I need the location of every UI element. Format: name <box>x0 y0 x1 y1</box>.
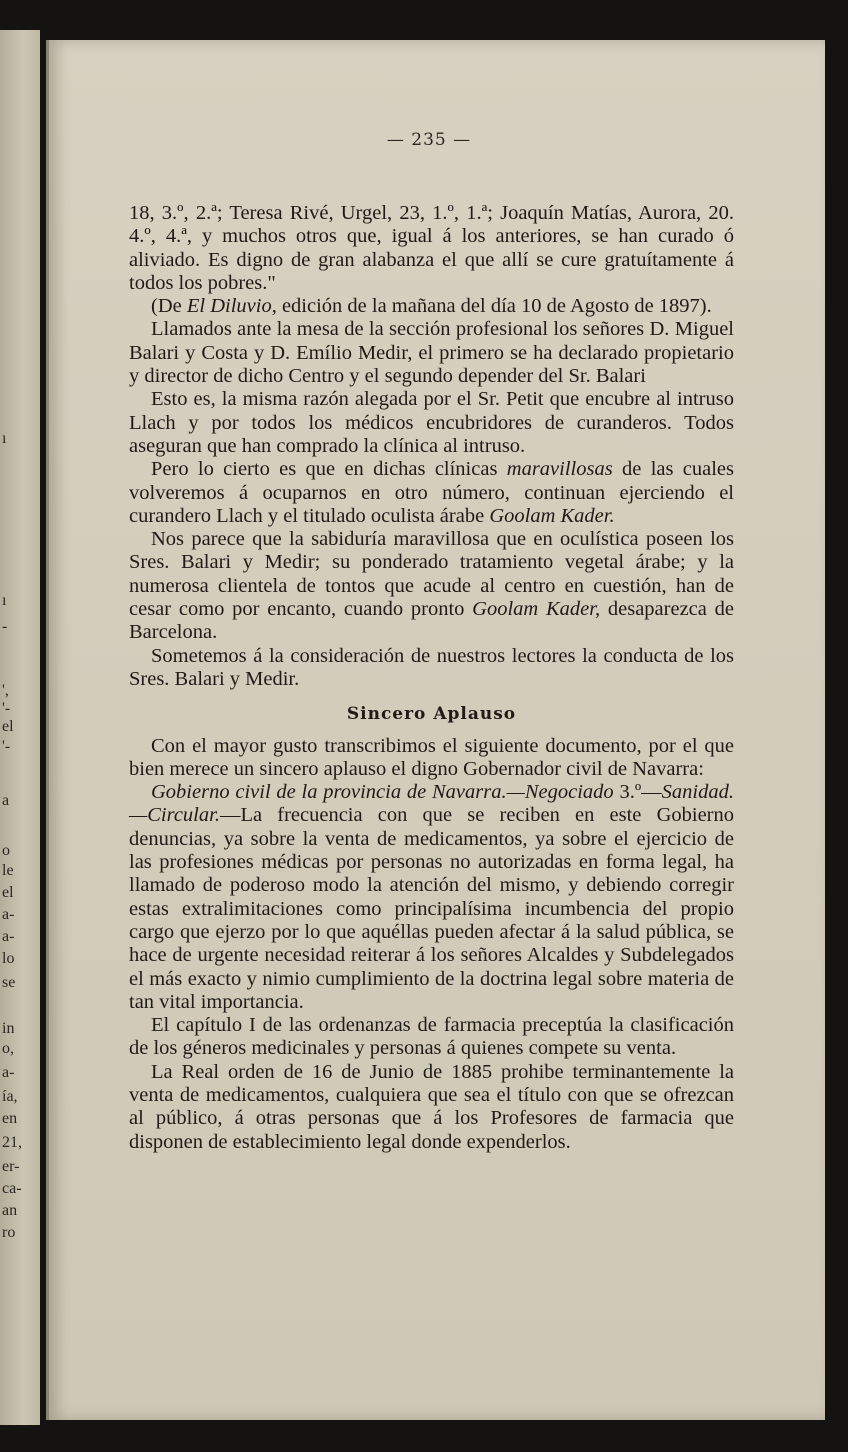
prev-page-fragment: el <box>2 884 14 901</box>
prev-page-fragment: ı <box>2 592 7 609</box>
page-number: — 235 — <box>386 130 472 150</box>
prev-page-fragment: en <box>2 1110 18 1127</box>
previous-page-edge <box>0 30 40 1425</box>
prev-page-fragment: ca- <box>2 1180 22 1197</box>
prev-page-fragment: '- <box>2 700 11 717</box>
paragraph-chapter: El capítulo I de las ordenanzas de farmacia preceptúa la clasificación de los géneros medicinales y personas á quienes compete su venta. <box>129 1014 734 1060</box>
paragraph-circular: Gobierno civil de la provincia de Navarra.—Negociado 3.º—Sanidad.—Circular.—La frecuencia con que se reciben en este Gobierno denuncias, ya sobre la venta de medicamentos, ya sobre el ejercicio de las profesiones médicas por personas no autorizadas en forma legal, ha llamado de poderoso modo la atención del mismo, y debiendo corregir estas extralimitaciones como principalísima incumbencia del propio cargo que ejerzo por lo que aquéllas pueden afectar á la salud pública, se hace de urgente necesidad reiterar á los señores Alcaldes y Subdelegados el más exacto y nimio cumplimiento de la doctrina legal sobre materia de tan vital importancia. <box>129 781 734 1013</box>
prev-page-fragment: o, <box>2 1040 14 1057</box>
newspaper-title: El Diluvio <box>186 295 272 318</box>
prev-page-fragment: el <box>2 718 14 735</box>
paragraph-clinics: Pero lo cierto es que en dichas clínicas maravillosas de las cuales volveremos á ocuparnos en otro número, continuan ejerciendo el curandero Llach y el titulado oculista árabe Goolam Kader. <box>129 458 735 527</box>
prev-page-fragment: ', <box>2 682 9 699</box>
section-heading: Sincero Aplauso <box>346 704 517 725</box>
prev-page-fragment: a <box>2 792 10 809</box>
prev-page-fragment: 21, <box>2 1134 22 1151</box>
prev-page-fragment: '- <box>2 738 11 755</box>
paragraph-wisdom: Nos parece que la sabiduría maravillosa que en oculística poseen los Sres. Balari y Medir; su ponderado tratamiento vegetal árabe; y la numerosa clientela de tontos que acude al centro en cuestión, han de cesar como por encanto, cuando pronto Goolam Kader, desaparezca de Barcelona. <box>129 528 734 644</box>
prev-page-fragment: ía, <box>2 1088 18 1105</box>
paragraph-summoned: Llamados ante la mesa de la sección profesional los señores D. Miguel Balari y Costa y D. Emílio Medir, el primero se ha declarado propietario y director de dicho Centro y el segundo depender del Sr. Balari <box>129 318 734 388</box>
paragraph-transcribe: Con el mayor gusto transcribimos el siguiente documento, por el que bien merece un sincero aplauso el digno Gobernador civil de Navarra: <box>129 734 734 780</box>
prev-page-fragment: ro <box>2 1224 16 1241</box>
prev-page-fragment: lo <box>2 950 15 967</box>
prev-page-fragment: a- <box>2 1064 15 1081</box>
prev-page-fragment: o <box>2 842 10 859</box>
paragraph-consideration: Sometemos á la consideración de nuestros lectores la conducta de los Sres. Balari y Medir. <box>129 644 734 690</box>
body-text <box>129 202 734 1154</box>
paragraph-source-citation: (De El Diluvio, edición de la mañana del día 10 de Agosto de 1897). <box>151 295 712 318</box>
prev-page-fragment: a- <box>2 928 15 945</box>
paragraph-same-reason: Esto es, la misma razón alegada por el Sr. Petit que encubre al intruso Llach y por todos los médicos encubridores de curanderos. Todos aseguran que han comprado la clínica al intruso. <box>129 388 734 457</box>
paragraph-royal-order: La Real orden de 16 de Junio de 1885 prohibe terminantemente la venta de medicamentos, cualquiera que sea el título con que se ofrezcan al público, á otras personas que á los Profesores de farmacia que disponen de establecimiento legal donde expenderlos. <box>129 1060 734 1153</box>
prev-page-fragment: an <box>2 1202 18 1219</box>
prev-page-fragment: le <box>2 862 14 879</box>
prev-page-fragment: er- <box>2 1158 20 1175</box>
prev-page-fragment: ı <box>2 430 7 447</box>
prev-page-fragment: se <box>2 974 16 991</box>
prev-page-fragment: - <box>2 618 8 635</box>
book-page <box>46 40 825 1420</box>
prev-page-fragment: in <box>2 1020 15 1037</box>
paragraph-continuation: 18, 3.º, 2.ª; Teresa Rivé, Urgel, 23, 1.º, 1.ª; Joaquín Matías, Aurora, 20. 4.º, 4.ª, y muchos otros que, igual á los anteriores, se han curado ó aliviado. Es digno de gran alabanza el que allí se cure gratuítamente á todos los pobres." <box>129 202 734 294</box>
prev-page-fragment: a- <box>2 906 15 923</box>
